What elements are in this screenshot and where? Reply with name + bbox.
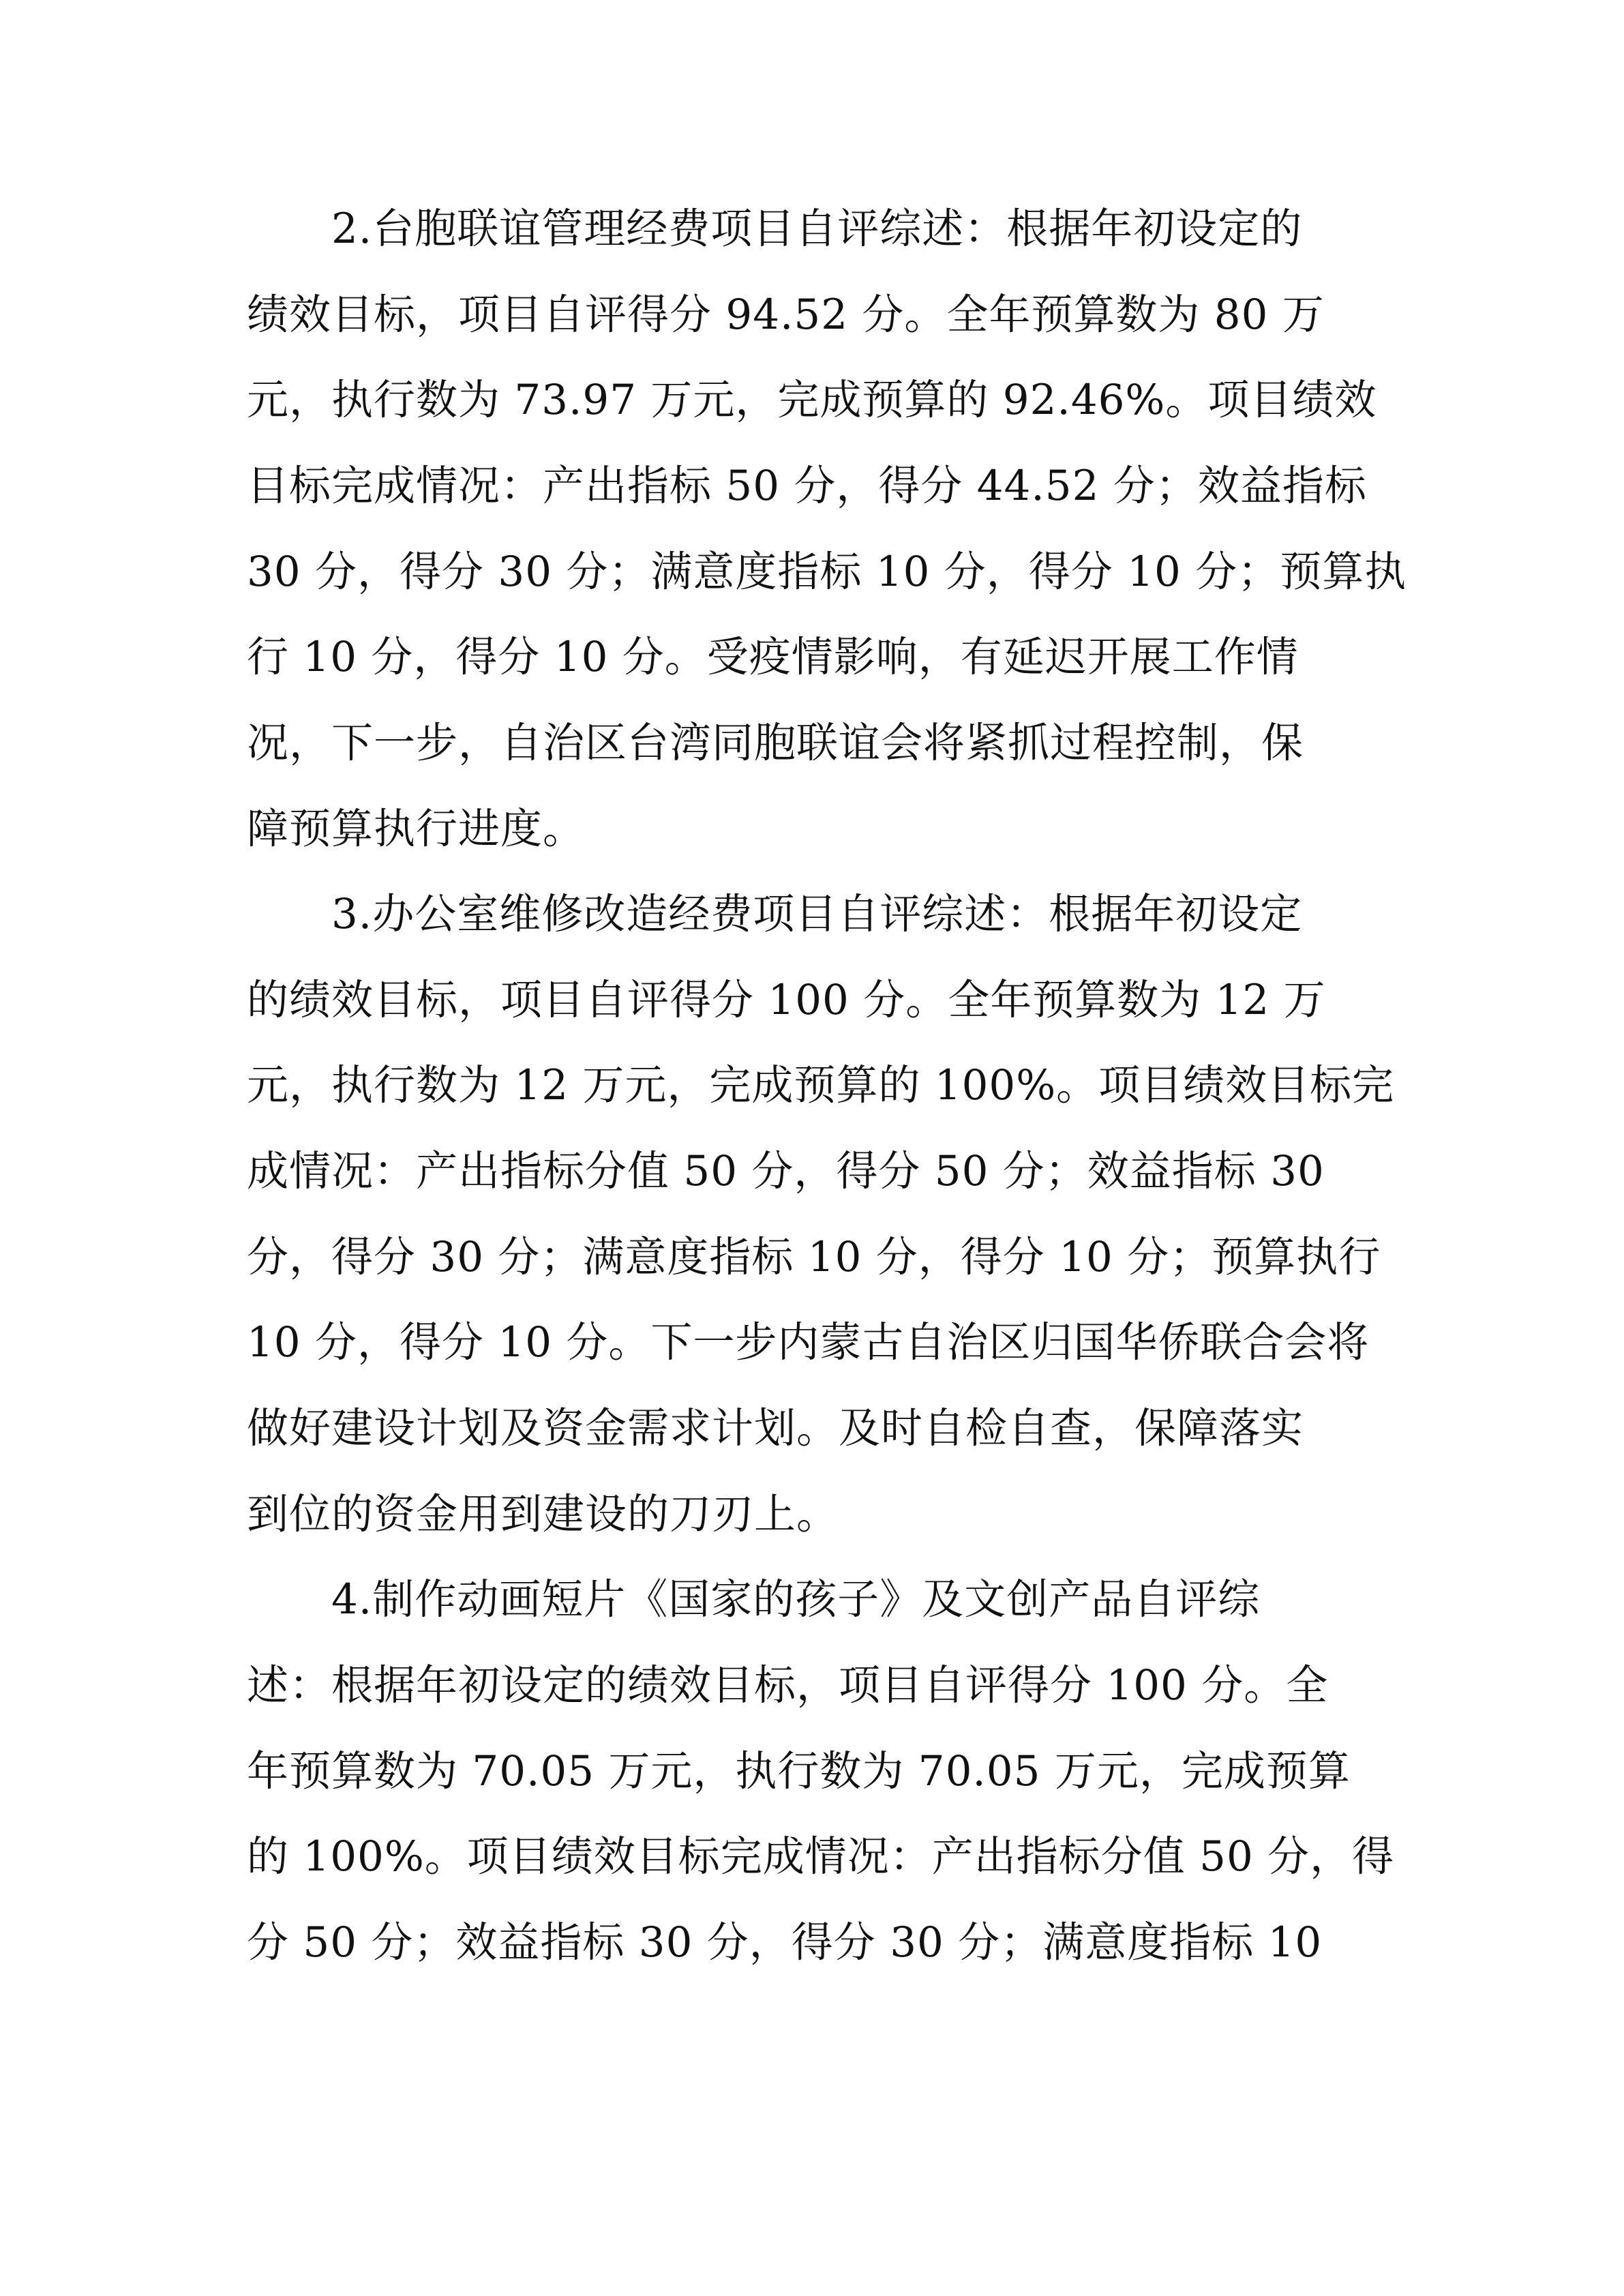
text-line: 行 10 分，得分 10 分。受疫情影响，有延迟开展工作情 <box>247 633 1299 681</box>
text-line: 4.制作动画短片《国家的孩子》及文创产品自评综 <box>331 1575 1261 1624</box>
text-line: 年预算数为 70.05 万元，执行数为 70.05 万元，完成预算 <box>247 1747 1351 1795</box>
text-line: 述：根据年初设定的绩效目标，项目自评得分 100 分。全 <box>247 1661 1329 1710</box>
text-line: 元，执行数为 12 万元，完成预算的 100%。项目绩效目标完 <box>247 1061 1395 1109</box>
text-line: 做好建设计划及资金需求计划。及时自检自查，保障落实 <box>247 1404 1304 1452</box>
text-line: 到位的资金用到建设的刀刃上。 <box>247 1490 839 1538</box>
text-line: 元，执行数为 73.97 万元，完成预算的 92.46%。项目绩效 <box>247 376 1377 424</box>
text-line: 的绩效目标，项目自评得分 100 分。全年预算数为 12 万 <box>247 976 1326 1024</box>
text-line: 分，得分 30 分；满意度指标 10 分，得分 10 分；预算执行 <box>247 1233 1381 1281</box>
text-line: 分 50 分；效益指标 30 分，得分 30 分；满意度指标 10 <box>247 1918 1323 1967</box>
text-line: 障预算执行进度。 <box>247 805 586 853</box>
text-line: 况，下一步，自治区台湾同胞联谊会将紧抓过程控制，保 <box>247 719 1304 767</box>
text-line: 10 分，得分 10 分。下一步内蒙古自治区归国华侨联合会将 <box>247 1318 1370 1367</box>
text-line: 30 分，得分 30 分；满意度指标 10 分，得分 10 分；预算执 <box>247 548 1407 596</box>
text-line: 2.台胞联谊管理经费项目自评综述：根据年初设定的 <box>331 205 1303 253</box>
text-line: 绩效目标，项目自评得分 94.52 分。全年预算数为 80 万 <box>247 290 1325 339</box>
text-line: 3.办公室维修改造经费项目自评综述：根据年初设定 <box>331 890 1303 938</box>
text-line: 成情况：产出指标分值 50 分，得分 50 分；效益指标 30 <box>247 1147 1325 1195</box>
text-line: 目标完成情况：产出指标 50 分，得分 44.52 分；效益指标 <box>247 462 1367 510</box>
text-line: 的 100%。项目绩效目标完成情况：产出指标分值 50 分，得 <box>247 1832 1395 1881</box>
